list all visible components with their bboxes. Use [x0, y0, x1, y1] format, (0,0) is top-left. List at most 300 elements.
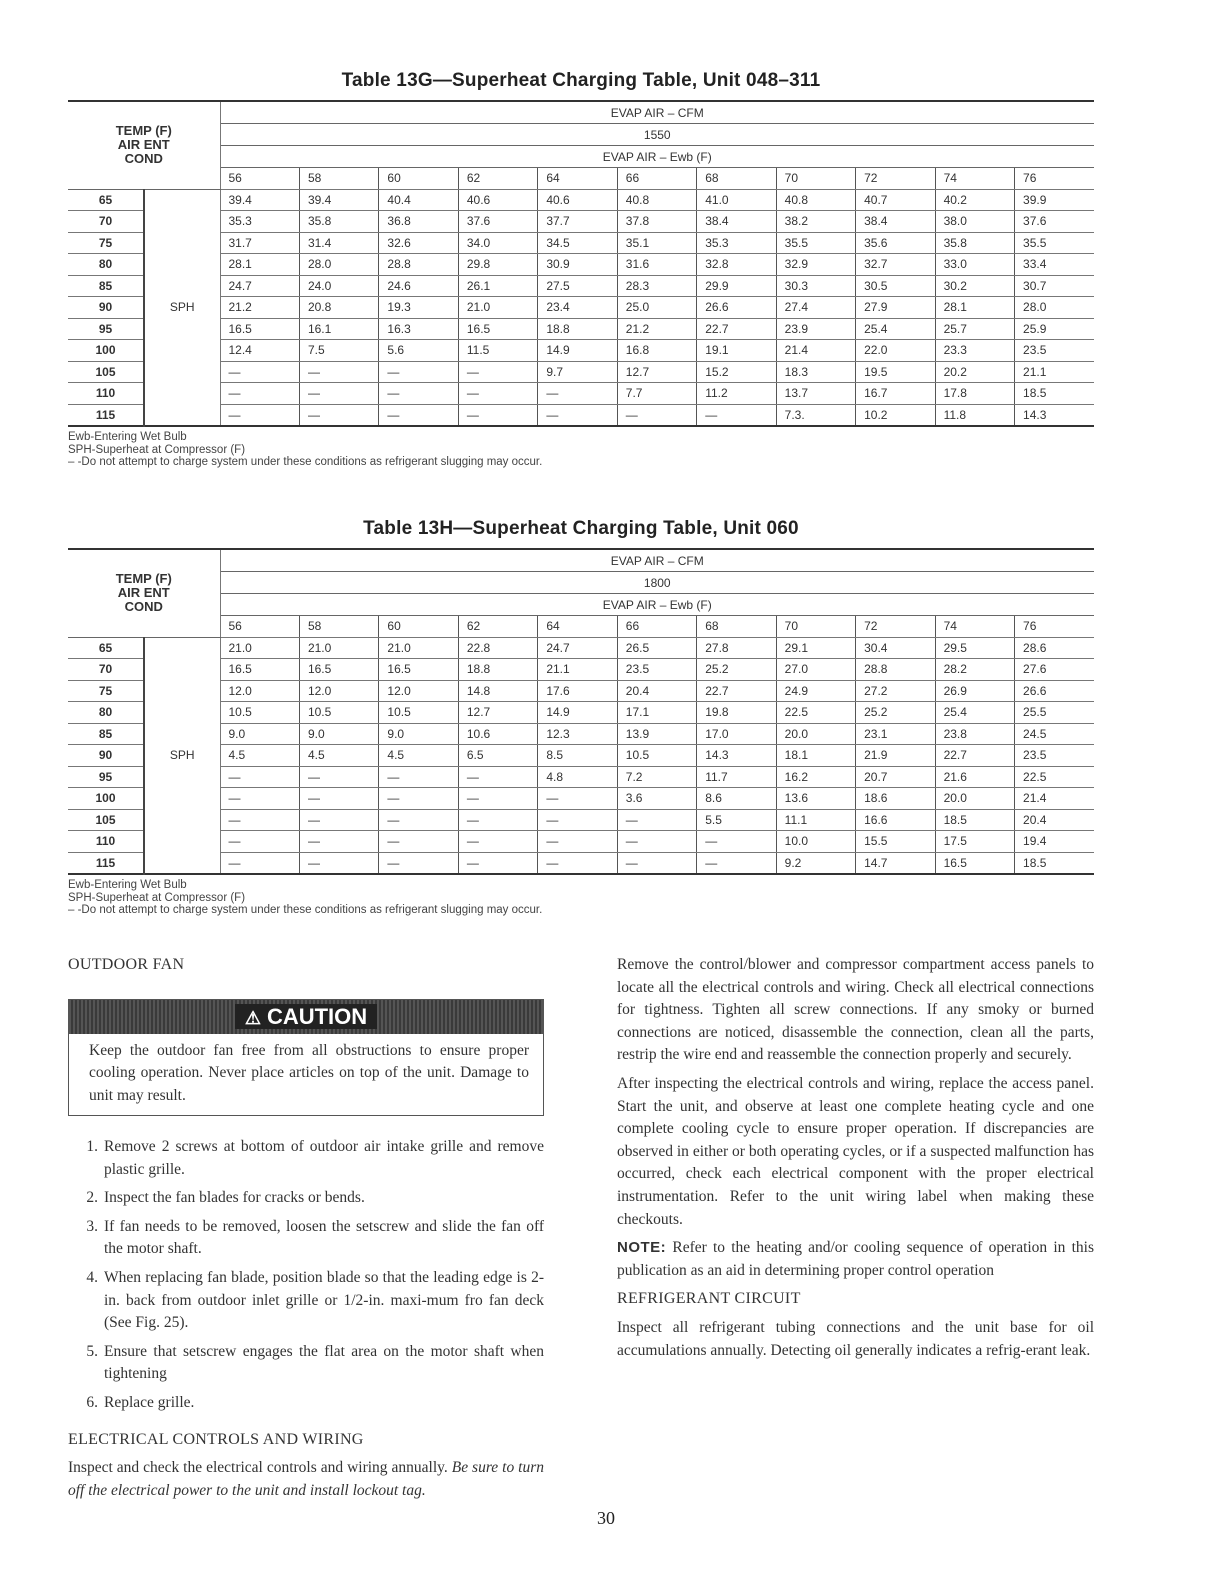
value-cell: 10.2 [856, 404, 935, 426]
value-cell: 30.9 [538, 254, 617, 276]
value-cell: 23.8 [935, 723, 1014, 745]
value-cell: — [697, 404, 776, 426]
value-cell: 28.8 [856, 659, 935, 681]
column-header: 56 [220, 168, 299, 190]
value-cell: 13.9 [617, 723, 696, 745]
temp-header-line: COND [124, 151, 163, 167]
value-cell: — [379, 361, 458, 383]
value-cell: 24.9 [776, 680, 855, 702]
value-cell: 28.2 [935, 659, 1014, 681]
value-cell: 29.5 [935, 637, 1014, 659]
value-cell: 24.5 [1015, 723, 1094, 745]
value-cell: 29.8 [458, 254, 537, 276]
value-cell: 28.0 [1015, 297, 1094, 319]
value-cell: 11.5 [458, 340, 537, 362]
table-row [68, 723, 1094, 745]
temp-cell: 100 [68, 788, 144, 810]
note-dash: – -Do not attempt to charge system under these conditions as refrigerant slugging may occur. [68, 456, 543, 468]
value-cell: — [299, 852, 378, 874]
value-cell: 27.6 [1015, 659, 1094, 681]
caution-banner [69, 1000, 543, 1034]
superheat-table-13g [68, 70, 1094, 469]
column-header: 60 [379, 168, 458, 190]
value-cell: 28.6 [1015, 637, 1094, 659]
temp-cell: 95 [68, 766, 144, 788]
value-cell: 29.1 [776, 637, 855, 659]
value-cell: 11.1 [776, 809, 855, 831]
value-cell: 9.7 [538, 361, 617, 383]
value-cell: 39.4 [220, 189, 299, 211]
value-cell: — [617, 809, 696, 831]
value-cell: 40.2 [935, 189, 1014, 211]
value-cell: 14.7 [856, 852, 935, 874]
value-cell: 23.3 [935, 340, 1014, 362]
value-cell: — [299, 361, 378, 383]
table-row [68, 340, 1094, 362]
value-cell: — [458, 788, 537, 810]
table-row [68, 766, 1094, 788]
note-sph: SPH-Superheat at Compressor (F) [68, 891, 246, 904]
value-cell: — [379, 404, 458, 426]
value-cell: 21.0 [379, 637, 458, 659]
value-cell: 40.8 [776, 189, 855, 211]
step-number: 4. [86, 1269, 98, 1287]
value-cell: 23.5 [1015, 340, 1094, 362]
left-column [68, 954, 544, 1508]
value-cell: 23.9 [776, 318, 855, 340]
table-notes [68, 431, 1094, 469]
value-cell: 18.8 [458, 659, 537, 681]
electrical-text: Inspect and check the electrical controls and wiring annually. [68, 1459, 448, 1477]
value-cell: 20.7 [856, 766, 935, 788]
value-cell: 31.4 [299, 232, 378, 254]
column-header: 62 [458, 616, 537, 638]
value-cell: 31.7 [220, 232, 299, 254]
value-cell: — [299, 788, 378, 810]
value-cell: 13.6 [776, 788, 855, 810]
value-cell: — [458, 766, 537, 788]
table-row [68, 211, 1094, 233]
note-ewb: Ewb-Entering Wet Bulb [68, 879, 187, 891]
value-cell: 15.5 [856, 831, 935, 853]
charging-table [68, 100, 1094, 427]
value-cell: 30.3 [776, 275, 855, 297]
value-cell: — [617, 404, 696, 426]
value-cell: 11.2 [697, 383, 776, 405]
caution-label-wrap [235, 1004, 377, 1029]
list-item [68, 1187, 544, 1210]
value-cell: 6.5 [458, 745, 537, 767]
caution-label: CAUTION [266, 1003, 368, 1029]
value-cell: 21.4 [776, 340, 855, 362]
caution-text: Keep the outdoor fan free from all obstructions to ensure proper cooling operation. Never place articles on top of the unit. Damage to unit may result. [89, 1041, 529, 1104]
step-text: Remove 2 screws at bottom of outdoor air intake grille and remove plastic grille. [104, 1138, 544, 1178]
column-header: 60 [379, 616, 458, 638]
value-cell: 10.6 [458, 723, 537, 745]
step-text: If fan needs to be removed, loosen the setscrew and slide the fan off the motor shaft. [104, 1217, 544, 1258]
value-cell: 27.5 [538, 275, 617, 297]
temp-cell: 105 [68, 809, 144, 831]
value-cell: 38.4 [856, 211, 935, 233]
value-cell: 14.3 [1015, 404, 1094, 426]
column-header: 56 [220, 616, 299, 638]
step-number: 3. [86, 1217, 98, 1235]
page-number: 30 [597, 1508, 615, 1528]
value-cell: — [379, 809, 458, 831]
value-cell: — [379, 383, 458, 405]
table-row [68, 702, 1094, 724]
table-title: Table 13H—Superheat Charging Table, Unit 060 [363, 518, 799, 539]
value-cell: — [299, 831, 378, 853]
value-cell: 17.6 [538, 680, 617, 702]
value-cell: 27.0 [776, 659, 855, 681]
value-cell: 38.2 [776, 211, 855, 233]
value-cell: 23.4 [538, 297, 617, 319]
column-header: 58 [299, 616, 378, 638]
value-cell: — [617, 831, 696, 853]
superheat-table-13h [68, 518, 1094, 917]
temp-cell: 90 [68, 745, 144, 767]
value-cell: 30.5 [856, 275, 935, 297]
value-cell: 28.0 [299, 254, 378, 276]
value-cell: 7.7 [617, 383, 696, 405]
value-cell: — [379, 852, 458, 874]
column-header: 66 [617, 616, 696, 638]
value-cell: 26.1 [458, 275, 537, 297]
temp-cell: 75 [68, 680, 144, 702]
value-cell: 9.0 [220, 723, 299, 745]
value-cell: 10.5 [220, 702, 299, 724]
value-cell: 17.5 [935, 831, 1014, 853]
value-cell: 28.8 [379, 254, 458, 276]
value-cell: 26.6 [1015, 680, 1094, 702]
value-cell: — [697, 852, 776, 874]
value-cell: 38.0 [935, 211, 1014, 233]
column-header: 68 [697, 168, 776, 190]
temp-cell: 110 [68, 383, 144, 405]
value-cell: 16.7 [856, 383, 935, 405]
value-cell: — [220, 361, 299, 383]
value-cell: 12.7 [617, 361, 696, 383]
table-row [68, 275, 1094, 297]
sph-label: SPH [144, 189, 220, 426]
value-cell: 22.7 [697, 318, 776, 340]
table-title: Table 13G—Superheat Charging Table, Unit 048–311 [341, 70, 821, 91]
value-cell: 24.0 [299, 275, 378, 297]
value-cell: 24.6 [379, 275, 458, 297]
value-cell: 17.1 [617, 702, 696, 724]
value-cell: 21.2 [617, 318, 696, 340]
note-ewb: Ewb-Entering Wet Bulb [68, 431, 187, 443]
value-cell: — [379, 766, 458, 788]
table-row [68, 318, 1094, 340]
column-header: 70 [776, 616, 855, 638]
temp-header [68, 549, 220, 637]
value-cell: 41.0 [697, 189, 776, 211]
value-cell: 16.6 [856, 809, 935, 831]
value-cell: 19.3 [379, 297, 458, 319]
electrical-heading: ELECTRICAL CONTROLS AND WIRING [68, 1430, 364, 1448]
value-cell: 32.7 [856, 254, 935, 276]
value-cell: — [458, 361, 537, 383]
value-cell: — [538, 404, 617, 426]
list-item [68, 1136, 544, 1181]
value-cell: 25.7 [935, 318, 1014, 340]
value-cell: — [538, 383, 617, 405]
value-cell: 18.3 [776, 361, 855, 383]
step-text: Ensure that setscrew engages the flat area on the motor shaft when tightening [104, 1342, 544, 1383]
value-cell: — [458, 404, 537, 426]
value-cell: 7.5 [299, 340, 378, 362]
value-cell: 17.0 [697, 723, 776, 745]
column-header: 72 [856, 168, 935, 190]
step-text: When replacing fan blade, position blade so that the leading edge is 2-in. back from outdoor inlet grille or 1/2-in. maxi-mum fro fan deck (See Fig. 25). [104, 1269, 544, 1332]
electrical-warning: Be sure to turn off the electrical power to the unit and install lockout tag. [68, 1459, 544, 1499]
value-cell: — [617, 852, 696, 874]
value-cell: 4.5 [220, 745, 299, 767]
evap-cfm-label: EVAP AIR – CFM [220, 101, 1094, 124]
value-cell: 23.5 [617, 659, 696, 681]
temp-header [68, 101, 220, 189]
value-cell: — [458, 809, 537, 831]
value-cell: 16.8 [617, 340, 696, 362]
value-cell: 33.4 [1015, 254, 1094, 276]
value-cell: — [538, 852, 617, 874]
value-cell: 35.3 [697, 232, 776, 254]
temp-cell: 110 [68, 831, 144, 853]
value-cell: 26.5 [617, 637, 696, 659]
value-cell: 18.5 [935, 809, 1014, 831]
table-row [68, 383, 1094, 405]
value-cell: 22.7 [697, 680, 776, 702]
value-cell: 16.2 [776, 766, 855, 788]
value-cell: — [299, 404, 378, 426]
value-cell: 12.0 [299, 680, 378, 702]
value-cell: 34.5 [538, 232, 617, 254]
value-cell: 17.8 [935, 383, 1014, 405]
value-cell: 35.3 [220, 211, 299, 233]
table-row [68, 809, 1094, 831]
value-cell: 40.6 [538, 189, 617, 211]
temp-header-line: TEMP (F) [115, 123, 172, 139]
temp-cell: 80 [68, 702, 144, 724]
table-row [68, 404, 1094, 426]
value-cell: 37.7 [538, 211, 617, 233]
value-cell: 35.5 [1015, 232, 1094, 254]
value-cell: 28.1 [220, 254, 299, 276]
value-cell: 9.0 [379, 723, 458, 745]
value-cell: — [458, 852, 537, 874]
table-row [68, 788, 1094, 810]
value-cell: — [379, 788, 458, 810]
temp-cell: 100 [68, 340, 144, 362]
value-cell: — [220, 831, 299, 853]
cfm-value: 1800 [220, 572, 1094, 594]
step-number: 2. [86, 1189, 98, 1207]
value-cell: 38.4 [697, 211, 776, 233]
table-row [68, 297, 1094, 319]
value-cell: 14.3 [697, 745, 776, 767]
temp-cell: 85 [68, 275, 144, 297]
list-item [68, 1216, 544, 1261]
list-item [68, 1341, 544, 1386]
sph-label: SPH [144, 637, 220, 874]
table-row [68, 659, 1094, 681]
note-text: Refer to the heating and/or cooling sequence of operation in this publication as an aid in determining proper control operation [617, 1239, 1095, 1279]
value-cell: 27.4 [776, 297, 855, 319]
value-cell: 18.6 [856, 788, 935, 810]
value-cell: 25.9 [1015, 318, 1094, 340]
right-column [617, 954, 1094, 1368]
column-header: 70 [776, 168, 855, 190]
temp-cell: 85 [68, 723, 144, 745]
list-item [68, 1392, 544, 1415]
value-cell: 35.6 [856, 232, 935, 254]
value-cell: 7.3. [776, 404, 855, 426]
value-cell: 36.8 [379, 211, 458, 233]
value-cell: 21.1 [538, 659, 617, 681]
column-header: 58 [299, 168, 378, 190]
value-cell: 37.6 [1015, 211, 1094, 233]
column-header: 74 [935, 168, 1014, 190]
value-cell: 21.0 [299, 637, 378, 659]
value-cell: 33.0 [935, 254, 1014, 276]
value-cell: 19.5 [856, 361, 935, 383]
value-cell: — [220, 383, 299, 405]
value-cell: 19.1 [697, 340, 776, 362]
value-cell: 15.2 [697, 361, 776, 383]
value-cell: 16.5 [458, 318, 537, 340]
value-cell: 18.1 [776, 745, 855, 767]
note-paragraph [617, 1237, 1094, 1282]
value-cell: 28.1 [935, 297, 1014, 319]
column-header: 76 [1015, 616, 1094, 638]
ewb-label: EVAP AIR – Ewb (F) [220, 594, 1094, 616]
value-cell: 19.8 [697, 702, 776, 724]
value-cell: 25.2 [697, 659, 776, 681]
value-cell: 21.4 [1015, 788, 1094, 810]
temp-cell: 80 [68, 254, 144, 276]
value-cell: — [220, 809, 299, 831]
value-cell: 20.0 [935, 788, 1014, 810]
value-cell: 11.8 [935, 404, 1014, 426]
value-cell: 20.8 [299, 297, 378, 319]
value-cell: 26.9 [935, 680, 1014, 702]
value-cell: — [538, 831, 617, 853]
value-cell: 25.2 [856, 702, 935, 724]
value-cell: 37.8 [617, 211, 696, 233]
value-cell: 40.7 [856, 189, 935, 211]
value-cell: 27.2 [856, 680, 935, 702]
value-cell: 16.5 [935, 852, 1014, 874]
temp-cell: 115 [68, 852, 144, 874]
value-cell: 23.1 [856, 723, 935, 745]
value-cell: 31.6 [617, 254, 696, 276]
value-cell: 29.9 [697, 275, 776, 297]
value-cell: 12.4 [220, 340, 299, 362]
value-cell: 10.5 [379, 702, 458, 724]
cfm-value: 1550 [220, 124, 1094, 146]
temp-header-line: TEMP (F) [115, 571, 172, 587]
value-cell: 7.2 [617, 766, 696, 788]
value-cell: 39.4 [299, 189, 378, 211]
caution-box [68, 999, 544, 1117]
ewb-label: EVAP AIR – Ewb (F) [220, 146, 1094, 168]
value-cell: 27.9 [856, 297, 935, 319]
value-cell: 4.5 [299, 745, 378, 767]
table-notes [68, 879, 1094, 917]
temp-header-line: AIR ENT [117, 585, 170, 601]
value-cell: 18.5 [1015, 852, 1094, 874]
value-cell: — [299, 809, 378, 831]
value-cell: 27.8 [697, 637, 776, 659]
table-row [68, 831, 1094, 853]
value-cell: 34.0 [458, 232, 537, 254]
value-cell: 9.0 [299, 723, 378, 745]
wiring-inspection-paragraph: Remove the control/blower and compressor compartment access panels to locate all the electrical controls and wiring. Check all electrical connections for tightness. Tighten all screw connections. If any smoky or burned connections are noticed, disassemble the connection, clean all the parts, restrip the wire end and reassemble the connection properly and securely. [617, 956, 1094, 1064]
value-cell: 25.4 [935, 702, 1014, 724]
value-cell: 21.9 [856, 745, 935, 767]
value-cell: 22.0 [856, 340, 935, 362]
value-cell: — [458, 383, 537, 405]
evap-cfm-label: EVAP AIR – CFM [220, 549, 1094, 572]
refrigerant-heading: REFRIGERANT CIRCUIT [617, 1290, 801, 1308]
note-label: NOTE: [617, 1239, 667, 1257]
outdoor-fan-heading: OUTDOOR FAN [68, 956, 185, 973]
value-cell: 18.5 [1015, 383, 1094, 405]
value-cell: 4.8 [538, 766, 617, 788]
step-number: 1. [86, 1138, 98, 1156]
value-cell: 20.0 [776, 723, 855, 745]
value-cell: 28.3 [617, 275, 696, 297]
column-header: 62 [458, 168, 537, 190]
value-cell: 25.0 [617, 297, 696, 319]
value-cell: 14.8 [458, 680, 537, 702]
value-cell: — [299, 383, 378, 405]
value-cell: — [538, 809, 617, 831]
value-cell: 16.3 [379, 318, 458, 340]
value-cell: 14.9 [538, 340, 617, 362]
value-cell: — [220, 852, 299, 874]
value-cell: 21.1 [1015, 361, 1094, 383]
value-cell: 24.7 [220, 275, 299, 297]
temp-header-line: COND [124, 599, 163, 615]
value-cell: 25.4 [856, 318, 935, 340]
value-cell: 35.8 [299, 211, 378, 233]
table-row [68, 254, 1094, 276]
temp-cell: 70 [68, 211, 144, 233]
table-row [68, 232, 1094, 254]
value-cell: — [379, 831, 458, 853]
column-header: 76 [1015, 168, 1094, 190]
step-number: 6. [86, 1394, 98, 1412]
value-cell: 16.5 [220, 659, 299, 681]
value-cell: 21.6 [935, 766, 1014, 788]
value-cell: 30.7 [1015, 275, 1094, 297]
value-cell: — [220, 404, 299, 426]
value-cell: — [220, 788, 299, 810]
electrical-paragraph [68, 1457, 544, 1502]
step-text: Inspect the fan blades for cracks or bends. [104, 1189, 365, 1207]
value-cell: 21.0 [458, 297, 537, 319]
value-cell: 5.5 [697, 809, 776, 831]
column-header: 64 [538, 168, 617, 190]
value-cell: 40.4 [379, 189, 458, 211]
list-item [68, 1267, 544, 1335]
temp-cell: 75 [68, 232, 144, 254]
table-row [68, 637, 1094, 659]
value-cell: 39.9 [1015, 189, 1094, 211]
